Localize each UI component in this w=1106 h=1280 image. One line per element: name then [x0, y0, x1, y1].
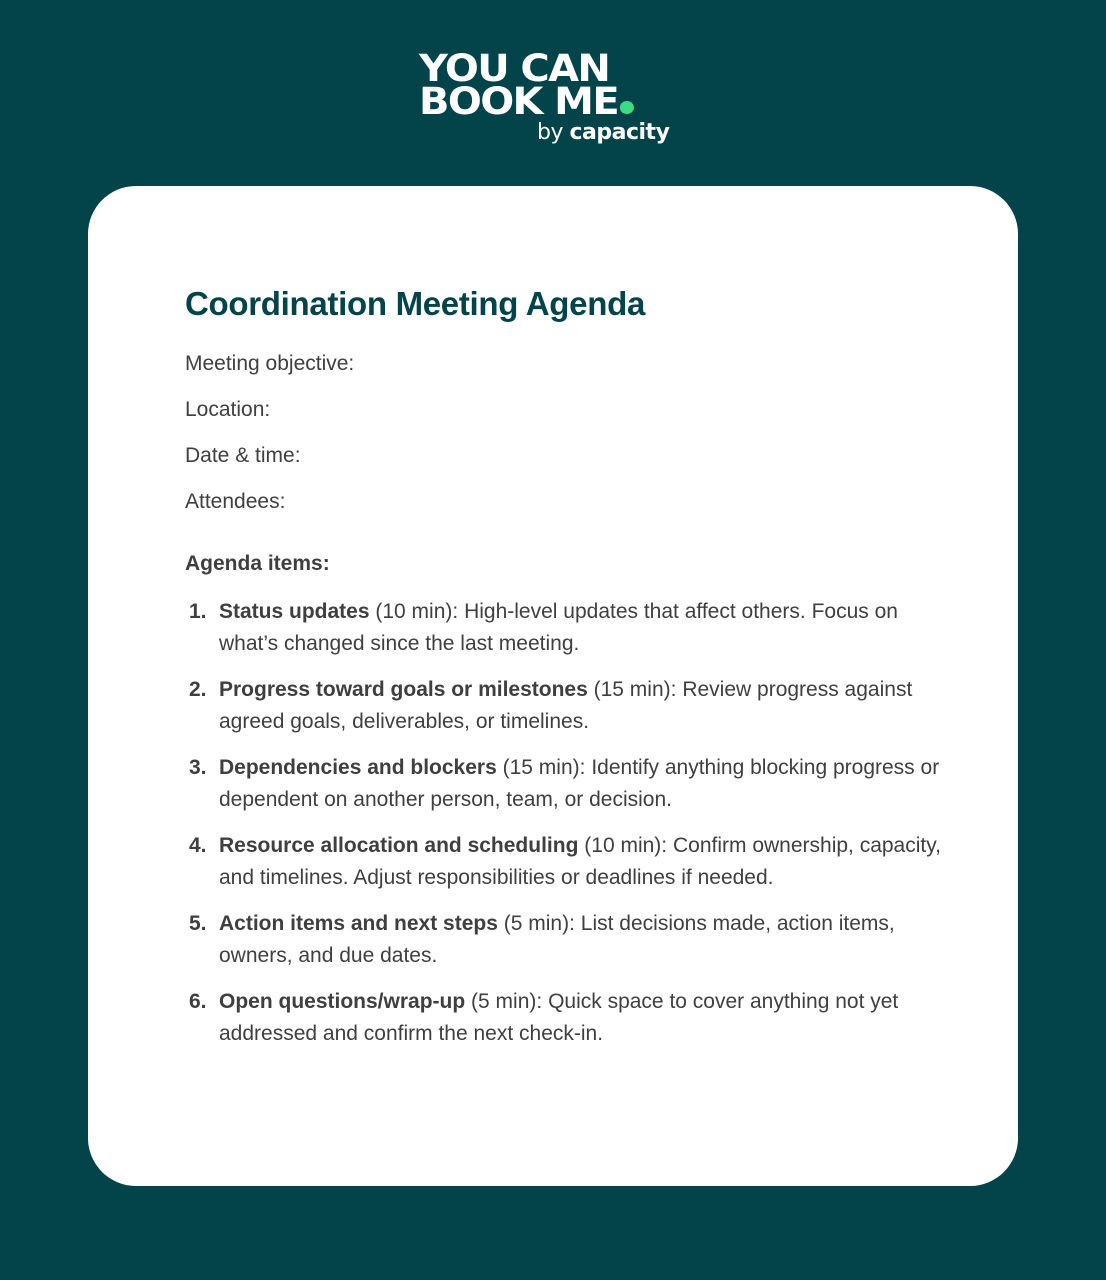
agenda-items-heading: Agenda items:	[185, 552, 330, 575]
logo-brand-text: capacity	[569, 120, 670, 145]
agenda-content	[185, 282, 945, 1064]
item-title: Action items and next steps	[219, 912, 498, 935]
item-text: High-level updates that affect others. Focus on what’s changed since the last meeting.	[219, 600, 898, 655]
item-duration: (10 min):	[375, 600, 459, 623]
item-duration: (5 min):	[471, 990, 543, 1013]
item-number: 4.	[189, 834, 207, 857]
logo-dot-icon	[620, 101, 634, 114]
item-duration: (15 min):	[502, 756, 586, 779]
field-location: Location:	[185, 398, 271, 421]
field-date-time: Date & time:	[185, 444, 301, 467]
logo-line-2	[419, 80, 711, 123]
agenda-item	[185, 908, 945, 972]
item-number: 2.	[189, 678, 207, 701]
agenda-card	[88, 186, 1018, 1186]
brand-logo	[419, 47, 689, 152]
agenda-item	[185, 752, 945, 816]
meeting-fields	[185, 350, 945, 516]
agenda-list	[185, 596, 945, 1050]
agenda-item	[185, 986, 945, 1050]
agenda-item	[185, 830, 945, 894]
agenda-item	[185, 596, 945, 660]
field-meeting-objective: Meeting objective:	[185, 352, 355, 375]
item-text: Review progress against agreed goals, deliverables, or timelines.	[219, 678, 913, 733]
item-number: 5.	[189, 912, 207, 935]
item-text: Confirm ownership, capacity, and timelines. Adjust responsibilities or deadlines if needed.	[219, 834, 942, 889]
item-number: 6.	[189, 990, 207, 1013]
item-title: Dependencies and blockers	[219, 756, 497, 779]
item-number: 3.	[189, 756, 207, 779]
item-number: 1.	[189, 600, 207, 623]
item-title: Open questions/wrap-up	[219, 990, 466, 1013]
item-title: Status updates	[219, 600, 370, 623]
item-text: Identify anything blocking progress or dependent on another person, team, or decision.	[219, 756, 940, 811]
item-text: List decisions made, action items, owners, and due dates.	[219, 912, 895, 967]
logo-by-text: by	[537, 120, 563, 145]
logo-line-1: YOU CAN	[419, 47, 610, 90]
item-duration: (15 min):	[593, 678, 677, 701]
item-duration: (10 min):	[584, 834, 668, 857]
field-attendees: Attendees:	[185, 490, 286, 513]
item-title: Resource allocation and scheduling	[219, 834, 579, 857]
logo-line-2-text: BOOK ME	[419, 80, 619, 123]
item-title: Progress toward goals or milestones	[219, 678, 588, 701]
item-text: Quick space to cover anything not yet addressed and confirm the next check-in.	[219, 990, 899, 1045]
logo-byline	[537, 120, 669, 145]
item-duration: (5 min):	[503, 912, 575, 935]
page-title: Coordination Meeting Agenda	[185, 285, 645, 322]
agenda-item	[185, 674, 945, 738]
